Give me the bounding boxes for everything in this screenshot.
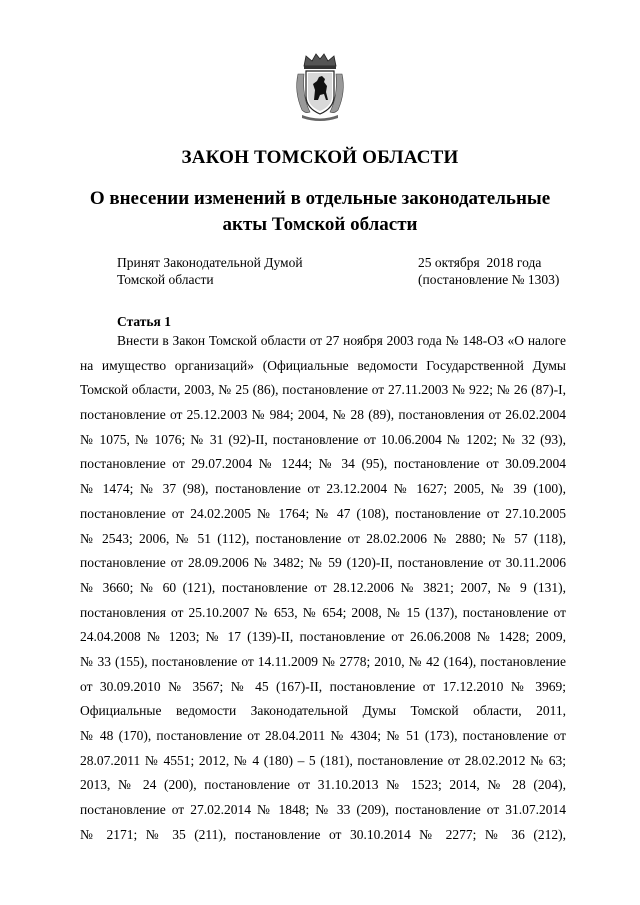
adoption-authority-line: Томской области [117,272,214,287]
text-line: Официальные ведомости Законодательной Думы Томской области, 2011, [80,703,566,719]
text-line: № 2171; № 35 (211), постановление от 30.10.2014 № 2277; № 36 (212), [80,826,566,842]
text-line: постановления от 25.10.2007 № 653, № 654; 2008, № 15 (137), постановление от [80,604,566,620]
text-line: № 3660; № 60 (121), постановление от 28.12.2006 № 3821; 2007, № 9 (131), [80,579,566,595]
text-line: постановление от 24.02.2005 № 1764; № 47 (108), постановление от 27.10.2005 [80,505,566,521]
adoption-date-line: 25 октября 2018 года [418,255,542,270]
resolution-number: (постановление № 1303) [418,272,560,287]
text-line: постановление от 29.07.2004 № 1244; № 34 (95), постановление от 30.09.2004 [80,456,566,472]
text-line: на имущество организаций» (Официальные ведомости Государственной Думы [80,357,566,373]
adoption-authority-line: Принят Законодательной Думой [117,255,303,270]
article-body [80,329,566,847]
text-line: № 48 (170), постановление от 28.04.2011 № 4304; № 51 (173), постановление от [80,728,566,743]
text-line: № 33 (155), постановление от 14.11.2009 № 2778; 2010, № 42 (164), постановление [80,653,566,669]
law-subtitle [60,186,580,238]
text-line: 24.04.2008 № 1203; № 17 (139)-II, постановление от 26.06.2008 № 1428; 2009, [80,629,566,645]
text-line: 2013, № 24 (200), постановление от 31.10.2013 № 1523; 2014, № 28 (204), [80,777,566,793]
text-line: № 1474; № 37 (98), постановление от 23.12.2004 № 1627; 2005, № 39 (100), [80,481,566,497]
text-line: № 1075, № 1076; № 31 (92)-II, постановление от 10.06.2004 № 1202; № 32 (93), [80,431,566,447]
text-line: постановление от 27.02.2014 № 1848; № 33 (209), постановление от 31.07.2014 [80,802,566,818]
law-subtitle-line: акты Томской области [222,214,418,235]
text-line: постановление от 25.12.2003 № 984; 2004, № 28 (89), постановления от 26.02.2004 [80,407,566,423]
text-line: 28.07.2011 № 4551; 2012, № 4 (180) – 5 (181), постановление от 28.02.2012 № 63; [80,752,566,768]
adoption-date [418,254,598,288]
adoption-authority [117,254,347,288]
text-line: Томской области, 2003, № 25 (86), постановление от 27.11.2003 № 922; № 26 (87)-I, [80,382,566,398]
law-subtitle-line: О внесении изменений в отдельные законодательные [89,188,551,209]
tomsk-coat-of-arms-icon [292,52,348,122]
text-line: от 30.09.2010 № 3567; № 45 (167)-II, постановление от 17.12.2010 № 3969; [80,678,566,694]
law-title: ЗАКОН ТОМСКОЙ ОБЛАСТИ [181,147,459,168]
text-line: Внести в Закон Томской области от 27 ноября 2003 года № 148-ОЗ «О налоге [117,333,566,348]
article-heading: Статья 1 [117,314,171,329]
text-line: № 2543; 2006, № 51 (112), постановление от 28.02.2006 № 2880; № 57 (118), [80,530,566,546]
text-line: постановление от 28.09.2006 № 3482; № 59 (120)-II, постановление от 30.11.2006 [80,555,566,571]
